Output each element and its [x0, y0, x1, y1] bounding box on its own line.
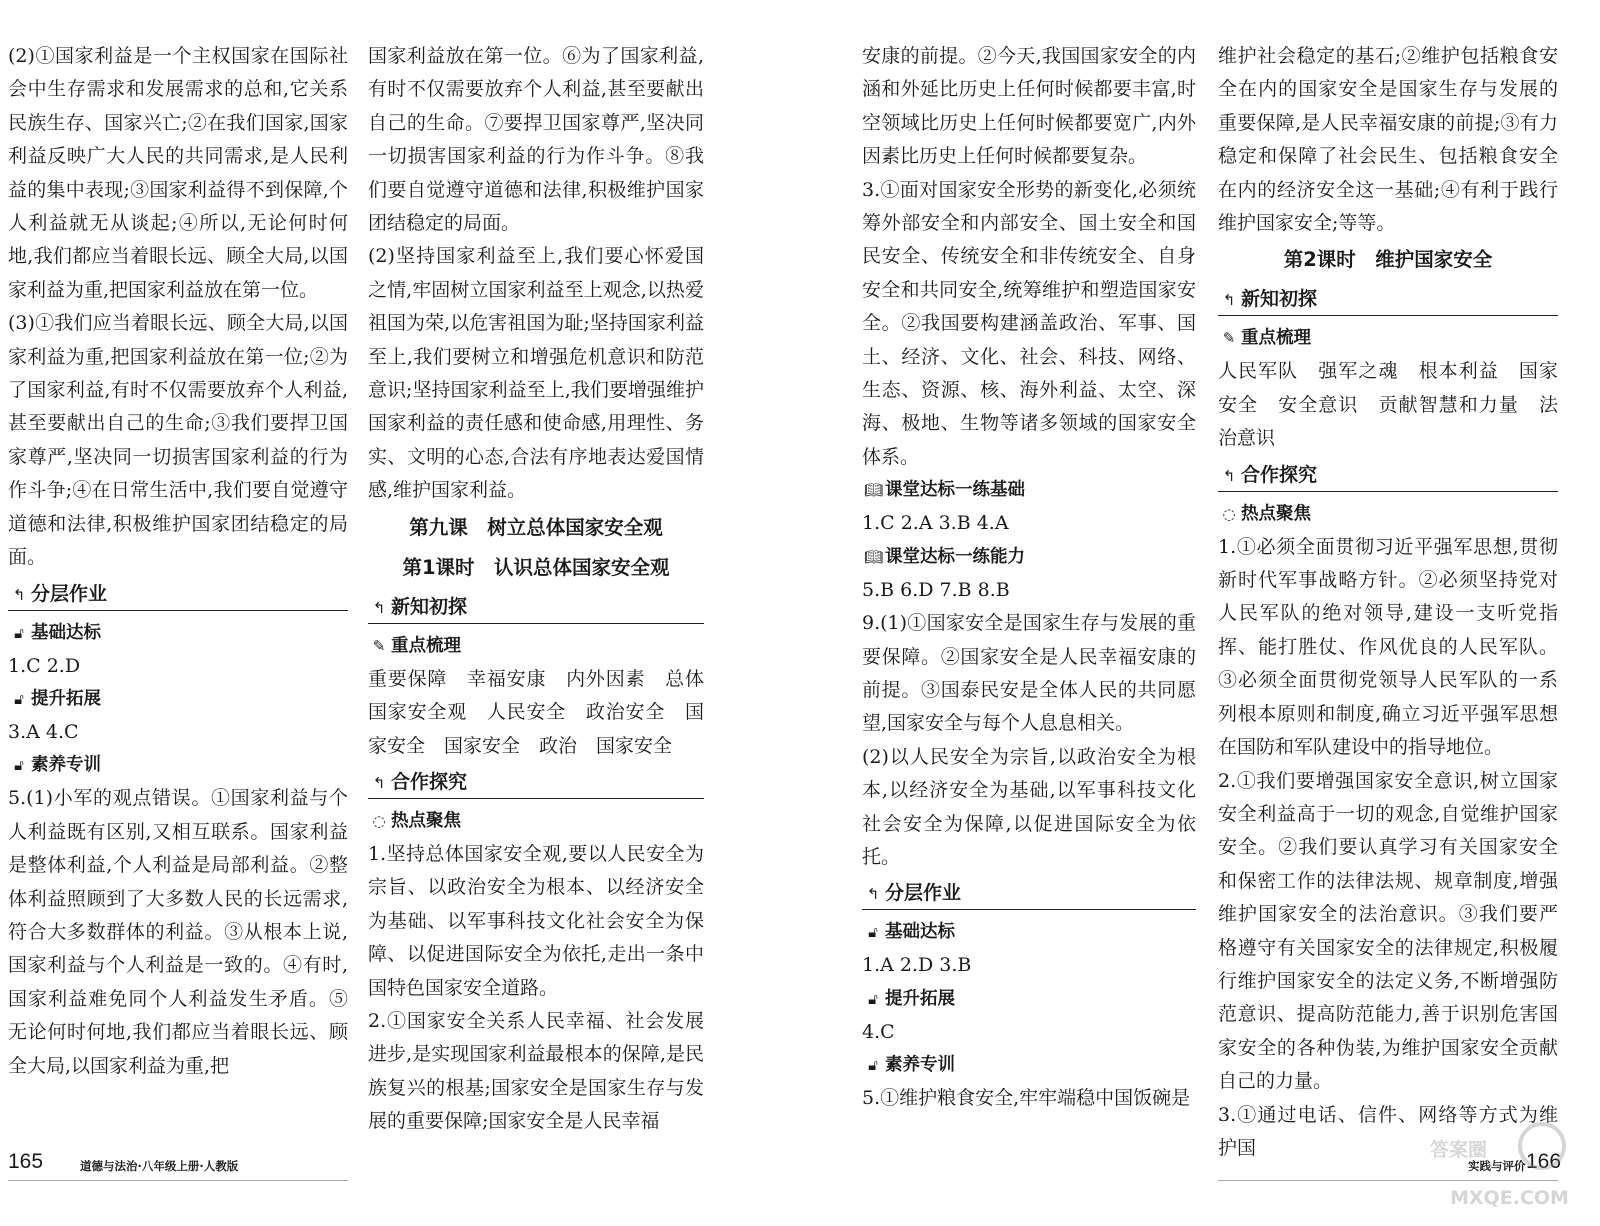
lesson-title: 第九课 树立总体国家安全观	[409, 515, 663, 539]
subheader-title: 重点梳理	[1241, 328, 1311, 349]
paragraph: 2.①国家安全关系人民幸福、社会发展进步,是实现国家利益最根本的保障,是民族复兴的根基;国家安全是国家生存与发展的重要保障;国家安全是人民幸福	[368, 1009, 704, 1133]
answer-line: 1.C 2.A 3.B 4.A	[862, 512, 1009, 535]
hook-arrow-icon: ↰	[1222, 466, 1236, 485]
open-book-icon: 📖︎	[864, 547, 884, 566]
hook-arrow-icon: ↰	[372, 773, 386, 792]
paragraph: 3.①通过电话、信件、网络等方式为维护国	[1218, 1103, 1558, 1159]
key-points-text: 人民军队 强军之魂 根本利益 国家安全 安全意识 贡献智慧和力量 法治意识	[1218, 360, 1558, 450]
paragraph: 9.(1)①国家安全是国家生存与发展的重要保障。②国家安全是人民幸福安康的前提。③国泰民安是全体人民的共同愿望,国家安全与每个人息息相关。	[862, 612, 1196, 735]
answer-line: 5.B 6.D 7.B 8.B	[862, 578, 1010, 601]
subheader-jichu	[862, 916, 1196, 949]
answer-line: 3.A 4.C	[8, 720, 79, 743]
subheader-redian	[1218, 498, 1558, 531]
subheader-tisheng	[8, 683, 348, 716]
paragraph: 5.①维护粮食安全,牢牢端稳中国饭碗是	[862, 1087, 1191, 1110]
right-column-1	[862, 40, 1196, 1116]
subheader-title: 课堂达标一练能力	[885, 546, 1025, 567]
spiral-icon: ◌	[372, 811, 386, 830]
subheader-title: 热点聚焦	[1241, 503, 1311, 524]
lesson-subtitle: 第2课时 维护国家安全	[1283, 248, 1493, 272]
key-points-text: 重要保障 幸福安康 内外因素 总体国家安全观 人民安全 政治安全 国家安全 国家安全 政治 国家安全	[368, 667, 704, 757]
answer-line: 4.C	[862, 1020, 895, 1043]
pen-icon: ✎	[372, 636, 386, 655]
subheader-jichu	[8, 617, 348, 650]
section-title: 新知初探	[1241, 288, 1318, 311]
paragraph: (3)①我们应当着眼长远、顾全大局,以国家利益为重,把国家利益放在第一位;②为了国家利益,有时不仅需要放弃个人利益,甚至要献出自己的生命;③我们要捍卫国家尊严,坚决同一切损害国家利益的行为作斗争;④在日常生活中,我们要自觉遵守道德和法律,积极维护国家团结稳定的局面。	[8, 312, 348, 569]
footer-left: 道德与法治·八年级上册·人教版	[80, 1159, 239, 1173]
hook-arrow-icon: ↰	[1222, 291, 1236, 310]
paragraph: (2)坚持国家利益至上,我们要心怀爱国之情,牢固树立国家利益至上观念,以热爱祖国为荣,以危害祖国为耻;坚持国家利益至上,我们要树立和增强危机意识和防范意识;坚持国家利益至上,我们要增强维护国家利益的责任感和使命感,用理性、务实、文明的心态,合法有序地表达爱国情感,维护国家利益。	[368, 245, 704, 502]
subheader-title: 素养专训	[885, 1055, 955, 1076]
page-number-right: 166	[1526, 1150, 1562, 1173]
subheader-tisheng	[862, 983, 1196, 1016]
section-title: 分层作业	[31, 582, 108, 605]
subheader-ketang2	[862, 541, 1196, 574]
section-title: 新知初探	[391, 595, 468, 618]
section-title: 合作探究	[1241, 463, 1318, 486]
watermark-logo-text: 答案圈	[1430, 1139, 1488, 1161]
paragraph: 维护社会稳定的基石;②维护包括粮食安全在内的国家安全是国家生存与发展的重要保障,是人民幸福安康的前提;③有力稳定和保障了社会民生、包括粮食安全在内的经济安全这一基础;④有利于践行维护国家安全;等等。	[1218, 45, 1558, 235]
paragraph: (2)以人民安全为宗旨,以政治安全为根本,以经济安全为基础,以军事科技文化社会安全为保障,以促进国际安全为依托。	[862, 745, 1196, 868]
subheader-ketang1	[862, 474, 1196, 507]
open-book-icon: 📖︎	[864, 481, 884, 500]
answer-line: 1.A 2.D 3.B	[862, 954, 972, 977]
subheader-title: 素养专训	[31, 755, 101, 776]
section-header-hezuo	[368, 767, 704, 799]
section-header-fenceng	[862, 878, 1196, 910]
pen-icon: ✎	[1222, 329, 1236, 348]
subheader-title: 重点梳理	[391, 635, 461, 656]
subheader-title: 热点聚焦	[391, 810, 461, 831]
subheader-title: 基础达标	[31, 622, 101, 643]
footer-right: 实践与评价	[1468, 1159, 1526, 1173]
padlock-icon: 🔓︎	[14, 756, 24, 775]
paragraph: 安康的前提。②今天,我国国家安全的内涵和外延比历史上任何时候都要丰富,时空领域比历史上任何时候都要宽广,内外因素比历史上任何时候都要复杂。	[862, 45, 1196, 168]
paragraph: 1.①必须全面贯彻习近平强军思想,贯彻新时代军事战略方针。②必须坚持党对人民军队的绝对领导,建设一支听党指挥、能打胜仗、作风优良的人民军队。③必须全面贯彻党领导人民军队的一系列根本原则和制度,确立习近平强军思想在国防和军队建设中的指导地位。	[1218, 535, 1558, 759]
hook-arrow-icon: ↰	[12, 585, 26, 604]
padlock-icon: 🔓︎	[14, 623, 24, 642]
right-column-2	[1218, 40, 1558, 1165]
watermark-url: MXQE.COM	[1450, 1187, 1569, 1209]
paragraph: 国家利益放在第一位。⑥为了国家利益,有时不仅需要放弃个人利益,甚至要献出自己的生命。⑦要捍卫国家尊严,坚决同一切损害国家利益的行为作斗争。⑧我们要自觉遵守道德和法律,积极维护国家团结稳定的局面。	[368, 45, 704, 235]
answer-line: 1.C 2.D	[8, 654, 81, 677]
hook-arrow-icon: ↰	[866, 885, 880, 904]
spiral-icon: ◌	[1222, 504, 1236, 523]
padlock-icon: 🔓︎	[14, 689, 24, 708]
footer-divider	[8, 1180, 348, 1181]
hook-arrow-icon: ↰	[372, 598, 386, 617]
paragraph: 5.(1)小军的观点错误。①国家利益与个人利益既有区别,又相互联系。国家利益是整体利益,个人利益是局部利益。②整体利益照顾到了大多数人民的长远需求,符合大多数群体的利益。③从根本上说,国家利益与个人利益是一致的。④有时,国家利益难免同个人利益发生矛盾。⑤无论何时何地,我们都应当着眼长远、顾全大局,以国家利益为重,把	[8, 787, 348, 1077]
paragraph: 2.①我们要增强国家安全意识,树立国家安全利益高于一切的观念,自觉维护国家安全。②我们要认真学习有关国家安全和保密工作的法律法规、规章制度,增强维护国家安全的法治意识。③我们要严格遵守有关国家安全的法律规定,积极履行维护国家安全的法定义务,不断增强防范意识、提高防范能力,善于识别危害国家安全的各种伪装,为维护国家安全贡献自己的力量。	[1218, 769, 1558, 1093]
watermark-logo	[1410, 1112, 1590, 1220]
subheader-title: 提升拓展	[31, 688, 101, 709]
subheader-suyang	[862, 1049, 1196, 1082]
section-header-xinzhi	[1218, 284, 1558, 316]
section-header-xinzhi	[368, 592, 704, 624]
padlock-icon: 🔓︎	[868, 923, 878, 942]
section-header-hezuo	[1218, 460, 1558, 492]
paragraph: 1.坚持总体国家安全观,要以人民安全为宗旨、以政治安全为根本、以经济安全为基础、以军事科技文化社会安全为保障、以促进国际安全为依托,走出一条中国特色国家安全道路。	[368, 842, 704, 999]
lesson-subtitle: 第1课时 认识总体国家安全观	[402, 555, 670, 579]
subheader-title: 提升拓展	[885, 988, 955, 1009]
padlock-icon: 🔓︎	[868, 989, 878, 1008]
subheader-title: 基础达标	[885, 922, 955, 943]
section-title: 分层作业	[885, 882, 962, 905]
subheader-suyang	[8, 749, 348, 782]
section-title: 合作探究	[391, 770, 468, 793]
left-column-2	[368, 40, 704, 1139]
subheader-title: 课堂达标一练基础	[885, 480, 1025, 501]
subheader-zhongdian	[1218, 322, 1558, 355]
paragraph: (2)①国家利益是一个主权国家在国际社会中生存需求和发展需求的总和,它关系民族生存、国家兴亡;②在我们国家,国家利益反映广大人民的共同需求,是人民利益的集中表现;③国家利益得不到保障,个人利益就无从谈起;④所以,无论何时何地,我们都应当着眼长远、顾全大局,以国家利益为重,把国家利益放在第一位。	[8, 45, 348, 301]
padlock-icon: 🔓︎	[868, 1056, 878, 1075]
subheader-redian	[368, 805, 704, 838]
section-header-fenceng	[8, 579, 348, 611]
subheader-zhongdian	[368, 630, 704, 663]
left-column-1	[8, 40, 348, 1083]
paragraph: 3.①面对国家安全形势的新变化,必须统筹外部安全和内部安全、国土安全和国民安全、传统安全和非传统安全、自身安全和共同安全,统筹维护和塑造国家安全。②我国要构建涵盖政治、军事、国土、经济、文化、社会、科技、网络、生态、资源、核、海外利益、太空、深海、极地、生物等诸多领域的国家安全体系。	[862, 178, 1196, 468]
page-number-left: 165	[8, 1150, 44, 1173]
